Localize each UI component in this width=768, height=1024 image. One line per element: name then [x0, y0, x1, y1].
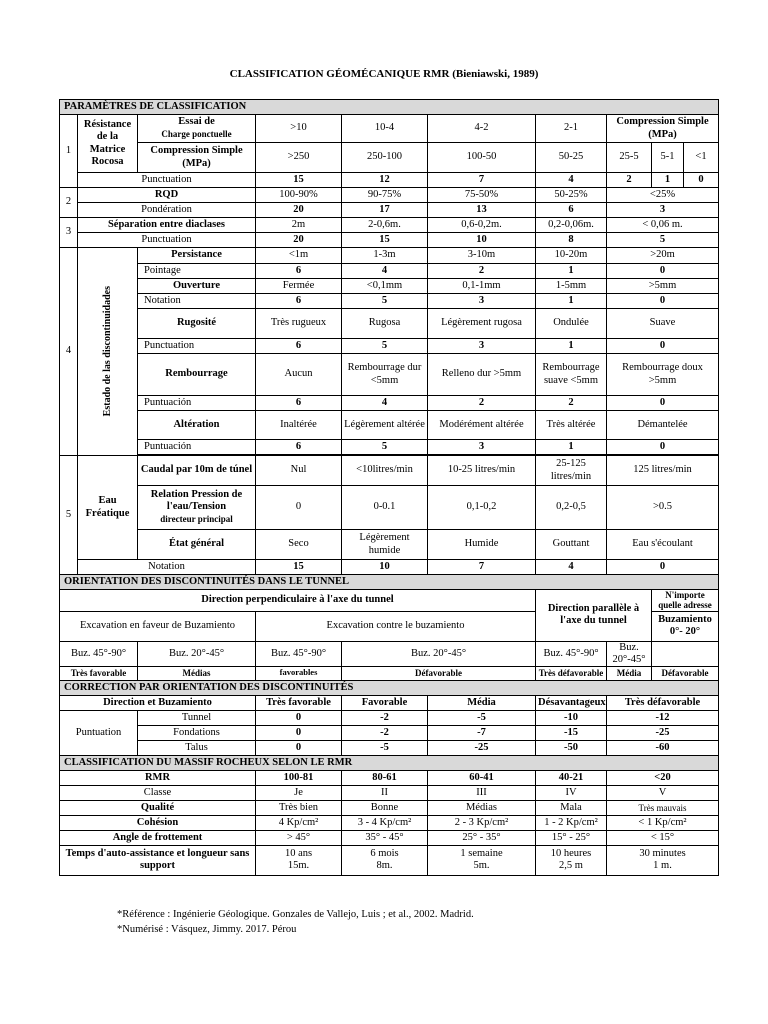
cell-value: 1-5mm — [536, 279, 607, 294]
cell-value: 0,1-1mm — [428, 279, 536, 294]
cell-score: -2 — [342, 725, 428, 740]
cell-value: Aucun — [256, 354, 342, 396]
cell-value: Légèrement humide — [342, 530, 428, 560]
label-compression-simple: Compression Simple (MPa) — [138, 143, 256, 173]
label-notation: Notation — [138, 294, 256, 309]
cell-score: 5 — [342, 440, 428, 455]
cell-qualite: Bonne — [342, 800, 428, 815]
cell-cohesion: 1 - 2 Kp/cm² — [536, 815, 607, 830]
cell-score: 0 — [607, 440, 719, 455]
cell-value: 10-25 litres/min — [428, 456, 536, 486]
cell-value: 0,2-0,06m. — [536, 218, 607, 233]
cell-score: 0 — [607, 396, 719, 411]
cell-score: 13 — [428, 203, 536, 218]
cell-qualite: Très mauvais — [607, 800, 719, 815]
cell-rmr: 100-81 — [256, 770, 342, 785]
label-cohesion: Cohésion — [60, 815, 256, 830]
cell-value: 125 litres/min — [607, 456, 719, 486]
label-angle: Angle de frottement — [60, 830, 256, 845]
cell-rmr: <20 — [607, 770, 719, 785]
cell-score: 6 — [536, 203, 607, 218]
cell-value: 2-0,6m. — [342, 218, 428, 233]
label-puntuacion: Puntuación — [138, 440, 256, 455]
cell-score: 7 — [428, 560, 536, 575]
cell-value: Rugosa — [342, 309, 428, 339]
label-separation: Séparation entre diaclases — [78, 218, 256, 233]
cell-score: 5 — [342, 339, 428, 354]
cell-score: 20 — [256, 203, 342, 218]
cell-score: 2 — [536, 396, 607, 411]
cell-angle: > 45° — [256, 830, 342, 845]
cell-classe: Je — [256, 785, 342, 800]
label-etat-general: État général — [138, 530, 256, 560]
cell-angle: < 15° — [607, 830, 719, 845]
cell-value: Légèrement altérée — [342, 411, 428, 440]
cell-score: 0 — [607, 339, 719, 354]
cell-score: 2 — [428, 264, 536, 279]
label-buzamiento: Buzamiento 0°- 20° — [652, 611, 719, 641]
cell-score: 1 — [536, 440, 607, 455]
cell-rating: Médias — [138, 666, 256, 680]
cell-score: 3 — [428, 440, 536, 455]
col-header: Favorable — [342, 695, 428, 710]
cell-value: 50-25 — [536, 143, 607, 173]
cell-value: >5mm — [607, 279, 719, 294]
cell-buz: Buz. 20°-45° — [342, 641, 536, 666]
cell-value: Fermée — [256, 279, 342, 294]
cell-value: >10 — [256, 115, 342, 143]
label-parallel: Direction parallèle à l'axe du tunnel — [536, 590, 652, 642]
cell-score: -12 — [607, 710, 719, 725]
cell-value: 50-25% — [536, 188, 607, 203]
cell-score: 6 — [256, 264, 342, 279]
label-perpendicular: Direction perpendiculaire à l'axe du tunnel — [60, 590, 536, 612]
estado-vertical-label: Estado de las discontinuidades — [78, 248, 138, 456]
cell-score: 4 — [342, 264, 428, 279]
cell-score: 2 — [428, 396, 536, 411]
cell-temps: 10 heures 2,5 m — [536, 845, 607, 875]
cell-value: <1m — [256, 248, 342, 264]
cell-value: < 0,06 m. — [607, 218, 719, 233]
col-header: Média — [428, 695, 536, 710]
col-header: Désavantageux — [536, 695, 607, 710]
cell-angle: 35° - 45° — [342, 830, 428, 845]
cell-score: 6 — [256, 339, 342, 354]
cell-rating: Très favorable — [60, 666, 138, 680]
cell-score: 3 — [428, 339, 536, 354]
cell-value: 100-50 — [428, 143, 536, 173]
cell-value: 0,6-0,2m. — [428, 218, 536, 233]
cell-score: 6 — [256, 396, 342, 411]
col-header: Très favorable — [256, 695, 342, 710]
cell-classe: IV — [536, 785, 607, 800]
cell-value: Rembourrage suave <5mm — [536, 354, 607, 396]
label-nimporte: N'importe quelle adresse — [652, 590, 719, 612]
cell-temps: 6 mois 8m. — [342, 845, 428, 875]
cell-value: 1-3m — [342, 248, 428, 264]
cell-value: >20m — [607, 248, 719, 264]
cell-score: 2 — [607, 173, 652, 188]
cell-score: 7 — [428, 173, 536, 188]
cell-qualite: Médias — [428, 800, 536, 815]
cell-value: >0.5 — [607, 486, 719, 530]
cell-angle: 15° - 25° — [536, 830, 607, 845]
cell-score: 10 — [342, 560, 428, 575]
cell-angle: 25° - 35° — [428, 830, 536, 845]
cell-score: 6 — [256, 294, 342, 309]
cell-score: 4 — [536, 173, 607, 188]
cell-buz: Buz. 45°-90° — [536, 641, 607, 666]
cell-score: 1 — [652, 173, 684, 188]
cell-value: 5-1 — [652, 143, 684, 173]
cell-rating: Média — [607, 666, 652, 680]
cell-classe: II — [342, 785, 428, 800]
label-compression-simple-header: Compression Simple (MPa) — [607, 115, 719, 143]
label-rmr: RMR — [60, 770, 256, 785]
cell-value: 25-125 litres/min — [536, 456, 607, 486]
cell-value: Rembourrage dur <5mm — [342, 354, 428, 396]
label-rembourrage: Rembourrage — [138, 354, 256, 396]
label-eau-freatique: Eau Fréatique — [78, 456, 138, 560]
cell-rating: Défavorable — [342, 666, 536, 680]
cell-score: 12 — [342, 173, 428, 188]
label-pointage: Pointage — [138, 264, 256, 279]
row-number: 3 — [60, 218, 78, 248]
cell-rmr: 60-41 — [428, 770, 536, 785]
cell-score: 0 — [256, 740, 342, 755]
cell-score: -10 — [536, 710, 607, 725]
cell-rating: favorables — [256, 666, 342, 680]
cell-score: -25 — [428, 740, 536, 755]
row-number: 2 — [60, 188, 78, 218]
cell-value: Suave — [607, 309, 719, 339]
label-qualite: Qualité — [60, 800, 256, 815]
cell-value: Seco — [256, 530, 342, 560]
cell-temps: 10 ans 15m. — [256, 845, 342, 875]
cell-buz: Buz. 45°-90° — [60, 641, 138, 666]
label-excavation-contre: Excavation contre le buzamiento — [256, 611, 536, 641]
cell-value: 2-1 — [536, 115, 607, 143]
cell-value: Modérément altérée — [428, 411, 536, 440]
cell-rating: Défavorable — [652, 666, 719, 680]
cell-cohesion: 2 - 3 Kp/cm² — [428, 815, 536, 830]
label-caudal: Caudal par 10m de túnel — [138, 456, 256, 486]
col-header: Direction et Buzamiento — [60, 695, 256, 710]
cell-rmr: 40-21 — [536, 770, 607, 785]
cell-score: 0 — [256, 725, 342, 740]
cell-value: 100-90% — [256, 188, 342, 203]
cell-cohesion: 3 - 4 Kp/cm² — [342, 815, 428, 830]
cell-score: 0 — [684, 173, 719, 188]
cell-value: 10-20m — [536, 248, 607, 264]
cell-temps: 1 semaine 5m. — [428, 845, 536, 875]
section-header-orientation: ORIENTATION DES DISCONTINUITÉS DANS LE TUNNEL — [60, 575, 719, 590]
cell-value: >250 — [256, 143, 342, 173]
section-header-correction: CORRECTION PAR ORIENTATION DES DISCONTINUITÉS — [60, 680, 719, 695]
cell-classe: III — [428, 785, 536, 800]
cell-score: 1 — [536, 294, 607, 309]
cell-value: <0,1mm — [342, 279, 428, 294]
label-punctuation: Punctuation — [138, 339, 256, 354]
cell-cohesion: 4 Kp/cm² — [256, 815, 342, 830]
label-classe: Classe — [60, 785, 256, 800]
label-resistance-matrix: Résistance de la Matrice Rocosa — [78, 115, 138, 173]
cell-rating: Très défavorable — [536, 666, 607, 680]
col-header: Très défavorable — [607, 695, 719, 710]
cell-value: Eau s'écoulant — [607, 530, 719, 560]
cell-value: Rembourrage doux >5mm — [607, 354, 719, 396]
cell-value: 4-2 — [428, 115, 536, 143]
row-number: 5 — [60, 456, 78, 575]
cell-value: 10-4 — [342, 115, 428, 143]
cell-score: -25 — [607, 725, 719, 740]
row-number: 4 — [60, 248, 78, 456]
cell-value: 0,2-0,5 — [536, 486, 607, 530]
cell-score: 8 — [536, 233, 607, 248]
cell-score: 0 — [607, 560, 719, 575]
cell-score: 15 — [342, 233, 428, 248]
cell-value: <1 — [684, 143, 719, 173]
cell-score: 4 — [536, 560, 607, 575]
label-rqd: RQD — [78, 188, 256, 203]
cell-score: 1 — [536, 339, 607, 354]
label-rugosite: Rugosité — [138, 309, 256, 339]
cell-classe: V — [607, 785, 719, 800]
row-label: Talus — [138, 740, 256, 755]
cell-value: Légèrement rugosa — [428, 309, 536, 339]
cell-score: 10 — [428, 233, 536, 248]
cell-score: 0 — [256, 710, 342, 725]
rmr-table — [59, 99, 719, 876]
section-header-classification: CLASSIFICATION DU MASSIF ROCHEUX SELON LE RMR — [60, 755, 719, 770]
label-essai-charge: Essai de Charge ponctuelle — [138, 115, 256, 143]
cell-value: 90-75% — [342, 188, 428, 203]
cell-score: -2 — [342, 710, 428, 725]
cell-score: 4 — [342, 396, 428, 411]
row-label: Tunnel — [138, 710, 256, 725]
label-puntuation: Puntuation — [60, 710, 138, 755]
cell-value: Humide — [428, 530, 536, 560]
cell-value: Très rugueux — [256, 309, 342, 339]
cell-value: Ondulée — [536, 309, 607, 339]
cell-value: 250-100 — [342, 143, 428, 173]
cell-cohesion: < 1 Kp/cm² — [607, 815, 719, 830]
cell-score: 0 — [607, 294, 719, 309]
cell-value: Démantelée — [607, 411, 719, 440]
cell-value: Nul — [256, 456, 342, 486]
cell-buz: Buz. 20°-45° — [607, 641, 652, 666]
document-title: CLASSIFICATION GÉOMÉCANIQUE RMR (Bieniawski, 1989) — [229, 68, 539, 80]
cell-buz: Buz. 45°-90° — [256, 641, 342, 666]
label-excavation-faveur: Excavation en faveur de Buzamiento — [60, 611, 256, 641]
cell-value: <10litres/min — [342, 456, 428, 486]
label-puntuacion: Puntuación — [138, 396, 256, 411]
cell-score: 0 — [607, 264, 719, 279]
cell-value: 0,1-0,2 — [428, 486, 536, 530]
cell-score: 5 — [342, 294, 428, 309]
cell-score: -60 — [607, 740, 719, 755]
label-punctuation: Punctuation — [78, 173, 256, 188]
cell-value: Relleno dur >5mm — [428, 354, 536, 396]
label-punctuation: Punctuation — [78, 233, 256, 248]
cell-score: -5 — [342, 740, 428, 755]
cell-score: 20 — [256, 233, 342, 248]
cell-score: 3 — [607, 203, 719, 218]
cell-score: 3 — [428, 294, 536, 309]
cell-score: -7 — [428, 725, 536, 740]
cell-qualite: Très bien — [256, 800, 342, 815]
cell-value: 0-0.1 — [342, 486, 428, 530]
cell-score: 15 — [256, 560, 342, 575]
cell-score: -5 — [428, 710, 536, 725]
cell-value: <25% — [607, 188, 719, 203]
cell-score: 5 — [607, 233, 719, 248]
cell-value: 0 — [256, 486, 342, 530]
cell-value: 25-5 — [607, 143, 652, 173]
cell-qualite: Mala — [536, 800, 607, 815]
cell-value: 2m — [256, 218, 342, 233]
footnote-numerise: *Numérisé : Vásquez, Jimmy. 2017. Pérou — [117, 924, 297, 935]
cell-score: -50 — [536, 740, 607, 755]
cell-value: 75-50% — [428, 188, 536, 203]
label-alteration: Altération — [138, 411, 256, 440]
footnote-reference: *Référence : Ingénierie Géologique. Gonzales de Vallejo, Luis ; et al., 2002. Madrid. — [117, 909, 474, 920]
label-ponderation: Pondération — [78, 203, 256, 218]
cell-buz: Buz. 20°-45° — [138, 641, 256, 666]
row-label: Fondations — [138, 725, 256, 740]
label-ouverture: Ouverture — [138, 279, 256, 294]
cell-value: 3-10m — [428, 248, 536, 264]
cell-score: 17 — [342, 203, 428, 218]
label-persistance: Persistance — [138, 248, 256, 264]
cell-temps: 30 minutes 1 m. — [607, 845, 719, 875]
label-temps: Temps d'auto-assistance et longueur sans support — [60, 845, 256, 875]
cell-score: -15 — [536, 725, 607, 740]
label-notation: Notation — [78, 560, 256, 575]
cell-value: Gouttant — [536, 530, 607, 560]
cell-empty — [652, 641, 719, 666]
cell-value: Inaltérée — [256, 411, 342, 440]
section-header-parameters: PARAMÈTRES DE CLASSIFICATION — [60, 100, 719, 115]
cell-rmr: 80-61 — [342, 770, 428, 785]
cell-score: 6 — [256, 440, 342, 455]
cell-value: Très altérée — [536, 411, 607, 440]
cell-score: 1 — [536, 264, 607, 279]
cell-score: 15 — [256, 173, 342, 188]
label-relation-pression: Relation Pression de l'eau/Tension directeur principal — [138, 486, 256, 530]
row-number: 1 — [60, 115, 78, 188]
